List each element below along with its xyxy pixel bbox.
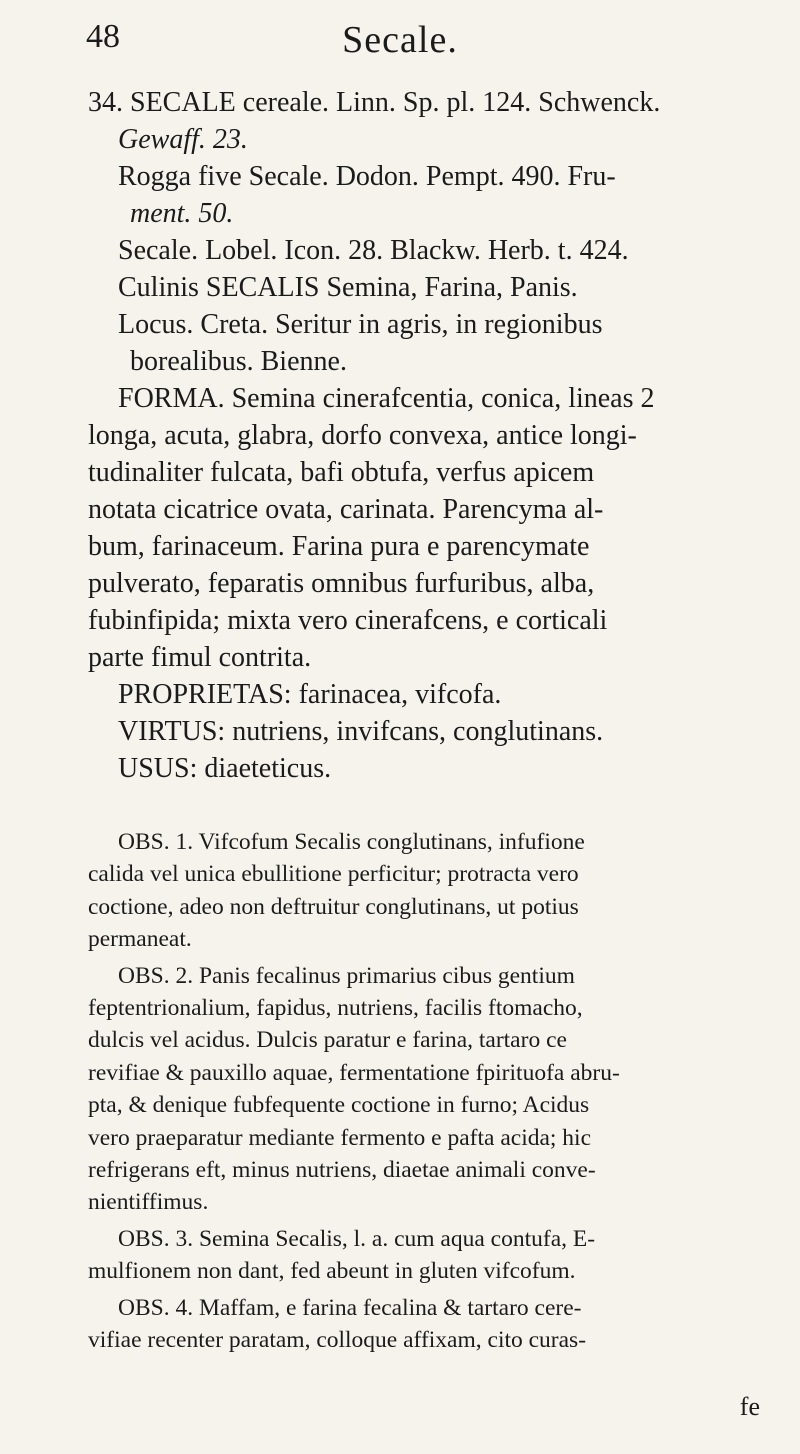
obs-line: calida vel unica ebullitione perficitur; protracta vero bbox=[88, 861, 579, 888]
entry-line: ment. 50. bbox=[130, 198, 234, 229]
obs-line: permaneat. bbox=[88, 926, 192, 953]
obs-line: feptentrionalium, fapidus, nutriens, facilis ftomacho, bbox=[88, 995, 583, 1022]
entry-line: Gewaff. 23. bbox=[118, 124, 248, 155]
obs-line: vero praeparatur mediante fermento e pafta acida; hic bbox=[88, 1124, 592, 1151]
obs-line: vifiae recenter paratam, colloque affixam, cito curas- bbox=[88, 1327, 587, 1354]
obs-line: OBS. 2. Panis fecalinus primarius cibus gentium bbox=[118, 962, 575, 989]
running-head bbox=[0, 18, 800, 68]
virtus-line: VIRTUS: nutriens, invifcans, conglutinans. bbox=[118, 716, 604, 747]
entry-line: Rogga five Secale. Dodon. Pempt. 490. Fru- bbox=[118, 161, 616, 192]
obs-line: nientiffimus. bbox=[88, 1189, 209, 1216]
entry-line: pulverato, feparatis omnibus furfuribus, alba, bbox=[88, 568, 595, 599]
usus-line: USUS: diaeteticus. bbox=[118, 753, 332, 784]
entry-line: tudinaliter fulcata, bafi obtufa, verfus apicem bbox=[88, 457, 595, 488]
entry-heading-line: 34. SECALE cereale. Linn. Sp. pl. 124. Schwenck. bbox=[88, 87, 661, 118]
species-entry bbox=[88, 84, 768, 787]
observations bbox=[88, 826, 778, 1357]
obs-line: refrigerans eft, minus nutriens, diaetae animali conve- bbox=[88, 1157, 596, 1184]
obs-line: pta, & denique fubfequente coctione in furno; Acidus bbox=[88, 1092, 590, 1119]
obs-line: revifiae & pauxillo aquae, fermentatione fpirituofa abru- bbox=[88, 1059, 620, 1086]
entry-line: Secale. Lobel. Icon. 28. Blackw. Herb. t. 424. bbox=[118, 235, 629, 266]
page-number: 48 bbox=[86, 18, 120, 55]
obs-line: OBS. 4. Maffam, e farina fecalina & tartaro cere- bbox=[118, 1294, 582, 1321]
forma-line: FORMA. Semina cinerafcentia, conica, lineas 2 bbox=[118, 383, 655, 414]
entry-line: parte fimul contrita. bbox=[88, 642, 312, 673]
entry-line: borealibus. Bienne. bbox=[130, 346, 347, 377]
catchword: fe bbox=[739, 1392, 760, 1421]
entry-line: notata cicatrice ovata, carinata. Parencyma al- bbox=[88, 494, 604, 525]
obs-line: dulcis vel acidus. Dulcis paratur e farina, tartaro ce bbox=[88, 1027, 567, 1054]
obs-line: OBS. 1. Vifcofum Secalis conglutinans, infufione bbox=[118, 829, 585, 855]
entry-line: bum, farinaceum. Farina pura e parencymate bbox=[88, 531, 590, 562]
entry-line: Locus. Creta. Seritur in agris, in regionibus bbox=[118, 309, 603, 340]
obs-line: OBS. 3. Semina Secalis, l. a. cum aqua contufa, E- bbox=[118, 1225, 596, 1252]
obs-line: coctione, adeo non deftruitur conglutinans, ut potius bbox=[88, 893, 579, 920]
entry-line: longa, acuta, glabra, dorfo convexa, antice longi- bbox=[88, 420, 637, 451]
proprietas-line: PROPRIETAS: farinacea, vifcofa. bbox=[118, 679, 502, 710]
obs-line: mulfionem non dant, fed abeunt in gluten vifcofum. bbox=[88, 1258, 576, 1285]
running-title: Secale. bbox=[342, 19, 458, 61]
entry-line: fubinfipida; mixta vero cinerafcens, e corticali bbox=[88, 605, 608, 636]
entry-line: Culinis SECALIS Semina, Farina, Panis. bbox=[118, 272, 578, 303]
